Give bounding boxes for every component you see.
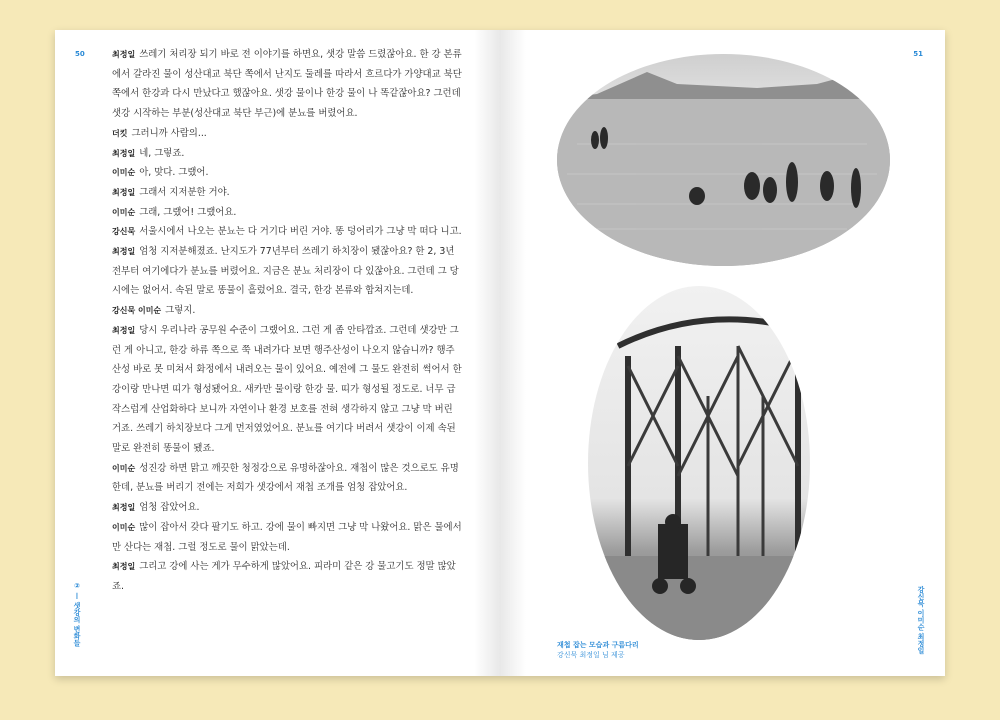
paragraph: 최정일 쓰레기 처리장 되기 바로 전 이야기를 하면요, 샛강 말씀 드렸잖아요. 한 강 본류에서 갈라진 물이 성산대교 북단 쪽에서 난지도 둘레를 따라서 흐르다가 가양대교 북단 쪽에서 한강과 다시 만났다고 했잖아요. 샛강 물이나 한강 물이 나 똑같잖아요? 그런데 샛강 시작하는 부분(성산대교 북단 부근)에 분뇨를 버렸어요.: [112, 49, 462, 120]
caption-title: 재첩 잡는 모습과 구름다리: [557, 641, 639, 649]
paragraph: 최정일 네, 그렇죠.: [112, 147, 185, 159]
paragraph: 이미순 성진강 하면 맑고 깨끗한 청정강으로 유명하잖아요. 재첩이 많은 것으로도 유명한데, 분뇨를 버리기 전에는 저희가 샛강에서 재첩 조개를 엄청 잡았어요.: [112, 462, 459, 494]
book-spread: [55, 30, 945, 676]
paragraph: 이미순 아, 맞다. 그랬어.: [112, 167, 209, 179]
chapter-side-label: ② — 샛강의 변화들: [73, 582, 81, 647]
paragraph: 강신묵 서울시에서 나오는 분뇨는 다 거기다 버린 거야. 똥 덩어리가 그냥 막 떠다 니고.: [112, 226, 462, 238]
photo-caption: [557, 640, 639, 660]
paragraph: 이미순 그래, 그랬어! 그랬어요.: [112, 206, 237, 218]
photo-iron-bridge: [588, 286, 810, 640]
caption-credit: 강신묵 최정일 님 제공: [557, 651, 625, 659]
page-number-right: 51: [913, 50, 923, 58]
paragraph: 이미순 많이 잡아서 갖다 팔기도 하고. 강에 물이 빠지면 그냥 막 나왔어요. 맑은 물에서만 산다는 재첩. 그럴 정도로 물이 맑았는데.: [112, 521, 462, 553]
paragraph: 최정일 당시 우리나라 공무원 수준이 그랬어요. 그런 게 좀 안타깝죠. 그런데 샛강만 그런 게 아니고, 한강 하류 쪽으로 쭉 내려가다 보면 행주산성이 나오지 않습니까? 행주산성 바로 못 미쳐서 화정에서 내려오는 물이 있어요. 예전에 그 물도 완전히 썩어서 한강이랑 만나면 띠가 형성됐어요. 새카만 물이랑 한강 물. 띠가 형성될 정도로. 너무 급작스럽게 산업화하다 보니까 자연이나 환경 보호를 전혀 생각하지 않고 그냥 막 버린 거죠. 쓰레기 하치장보다 그게 먼저였었어요. 분뇨를 여기다 버려서 샛강이 이제 속된 말로 완전히 똥물이 됐죠.: [112, 324, 462, 455]
paragraph: 최정일 엄청 지저분해졌죠. 난지도가 77년부터 쓰레기 하치장이 됐잖아요? 한 2, 3년 전부터 여기에다가 분뇨를 버렸어요. 지금은 분뇨 처리장이 다 있잖아요. 그런데 그 당시에는 없어서. 속된 말로 똥물이 흘렀어요. 결국, 한강 본류와 합쳐지는데.: [112, 246, 459, 297]
photo-river-clam-digging: [557, 54, 890, 266]
right-page: [500, 30, 945, 676]
paragraph: 강신묵 이미순 그렇지.: [112, 305, 196, 317]
page-number-left: 50: [75, 50, 85, 58]
paragraph: 최정일 엄청 잡았어요.: [112, 502, 200, 514]
interview-text: [112, 45, 462, 597]
speakers-side-label: 강신묵 이미순 최정일: [917, 586, 925, 654]
paragraph: 최정일 그래서 지저분한 거야.: [112, 186, 230, 198]
left-page: [55, 30, 500, 676]
paragraph: 최정일 그리고 강에 사는 게가 무수하게 많았어요. 피라미 같은 강 물고기도 정말 많았죠.: [112, 561, 456, 592]
paragraph: 더킷 그러니까 사람의...: [112, 127, 207, 139]
